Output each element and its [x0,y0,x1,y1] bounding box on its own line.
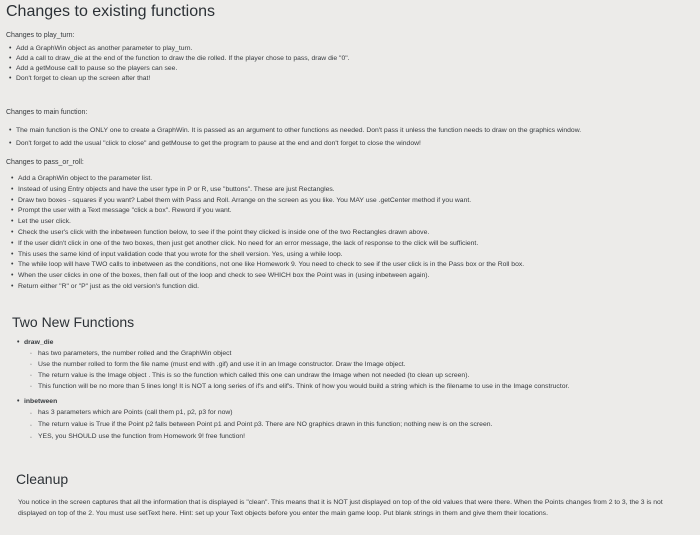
pass-or-roll-label: Changes to pass_or_roll: [6,159,84,166]
list-item: • Let the user click. [10,217,524,228]
list-item: ▫ This function will be no more than 5 lines long! It is NOT a long series of if's and elif's. Think of how you would build a string which is the filename to use in the Image constructor. [30,381,569,392]
play-turn-list [8,44,350,84]
cleanup-heading: Cleanup [16,471,69,487]
draw-die-name: • draw_die [16,337,53,348]
list-item: • Don't forget to add the usual "click to close" and getMouse to get the program to pause at the end and don't forget to close the window! [8,137,581,150]
list-item: • Check the user's click with the inbetween function below, to see if the point they clicked is inside one of the two Rectangles drawn above. [10,228,524,239]
draw-die-list [16,337,53,348]
list-item: • Add a GraphWin object to the parameter list. [10,174,524,185]
list-item: ▫ YES, you SHOULD use the function from Homework 9! free function! [30,431,492,443]
inbetween-details [30,407,492,443]
list-item: • Add a call to draw_die at the end of the function to draw the die rolled. If the player chose to pass, draw die "0". [8,54,350,64]
list-item: ▫ has two parameters, the number rolled and the GraphWin object [30,348,569,359]
new-functions-heading: Two New Functions [12,314,135,330]
list-item: ▫ The return value is the Image object . This is so the function which called this one can undraw the Image when not needed (to clean up screen). [30,370,569,381]
list-item: • If the user didn't click in one of the two boxes, then just get another click. No need for an error message, the lack of response to the click will be sufficient. [10,239,524,250]
inbetween-list [16,396,57,407]
inbetween-name: • inbetween [16,396,57,407]
list-item: • Add a GraphWin object as another parameter to play_turn. [8,44,350,54]
list-item: ▫ Use the number rolled to form the file name (must end with .gif) and use it in an Image constructor. Draw the Image object. [30,359,569,370]
list-item: • Return either "R" or "P" just as the old version's function did. [10,282,524,293]
cleanup-paragraph: You notice in the screen captures that all the information that is displayed is "clean". This means that it is NOT just displayed on top of the old values that were there. When the Points changes from 2 to 3, the 3 is not displayed on top of the 2. You must use setText here. Hint: set up your Text objects before you enter the main game loop. Put blank strings in them and give them their locations. [18,499,663,517]
main-function-label: Changes to main function: [6,109,88,116]
pass-or-roll-list [10,174,524,293]
list-item: • Don't forget to clean up the screen after that! [8,74,350,84]
list-item: ▫ has 3 parameters which are Points (call them p1, p2, p3 for now) [30,407,492,419]
draw-die-details [30,348,569,392]
page-title: Changes to existing functions [6,3,216,20]
list-item: • Draw two boxes - squares if you want? Label them with Pass and Roll. Arrange on the screen as you like. You MAY use .getCenter method if you want. [10,196,524,207]
list-item: • This uses the same kind of input validation code that you wrote for the shell version. Yes, using a while loop. [10,250,524,261]
list-item: • The main function is the ONLY one to create a GraphWin. It is passed as an argument to other functions as needed. Don't pass it unless the function needs to draw on the graphics window. [8,124,581,137]
list-item: • When the user clicks in one of the boxes, then fall out of the loop and check to see WHICH box the Point was in (using inbetween again). [10,271,524,282]
list-item: ▫ The return value is True if the Point p2 falls between Point p1 and Point p3. There are NO graphics drawn in this function; nothing new is on the screen. [30,419,492,431]
list-item: • The while loop will have TWO calls to inbetween as the conditions, not one like Homework 9. You need to check to see if the user click is in the Pass box or the Roll box. [10,260,524,271]
main-function-list [8,124,581,150]
list-item: • Prompt the user with a Text message "click a box". Reword if you want. [10,206,524,217]
list-item: • Add a getMouse call to pause so the players can see. [8,64,350,74]
play-turn-label: Changes to play_turn: [6,32,75,39]
list-item: • Instead of using Entry objects and have the user type in P or R, use "buttons". These are just Rectangles. [10,185,524,196]
